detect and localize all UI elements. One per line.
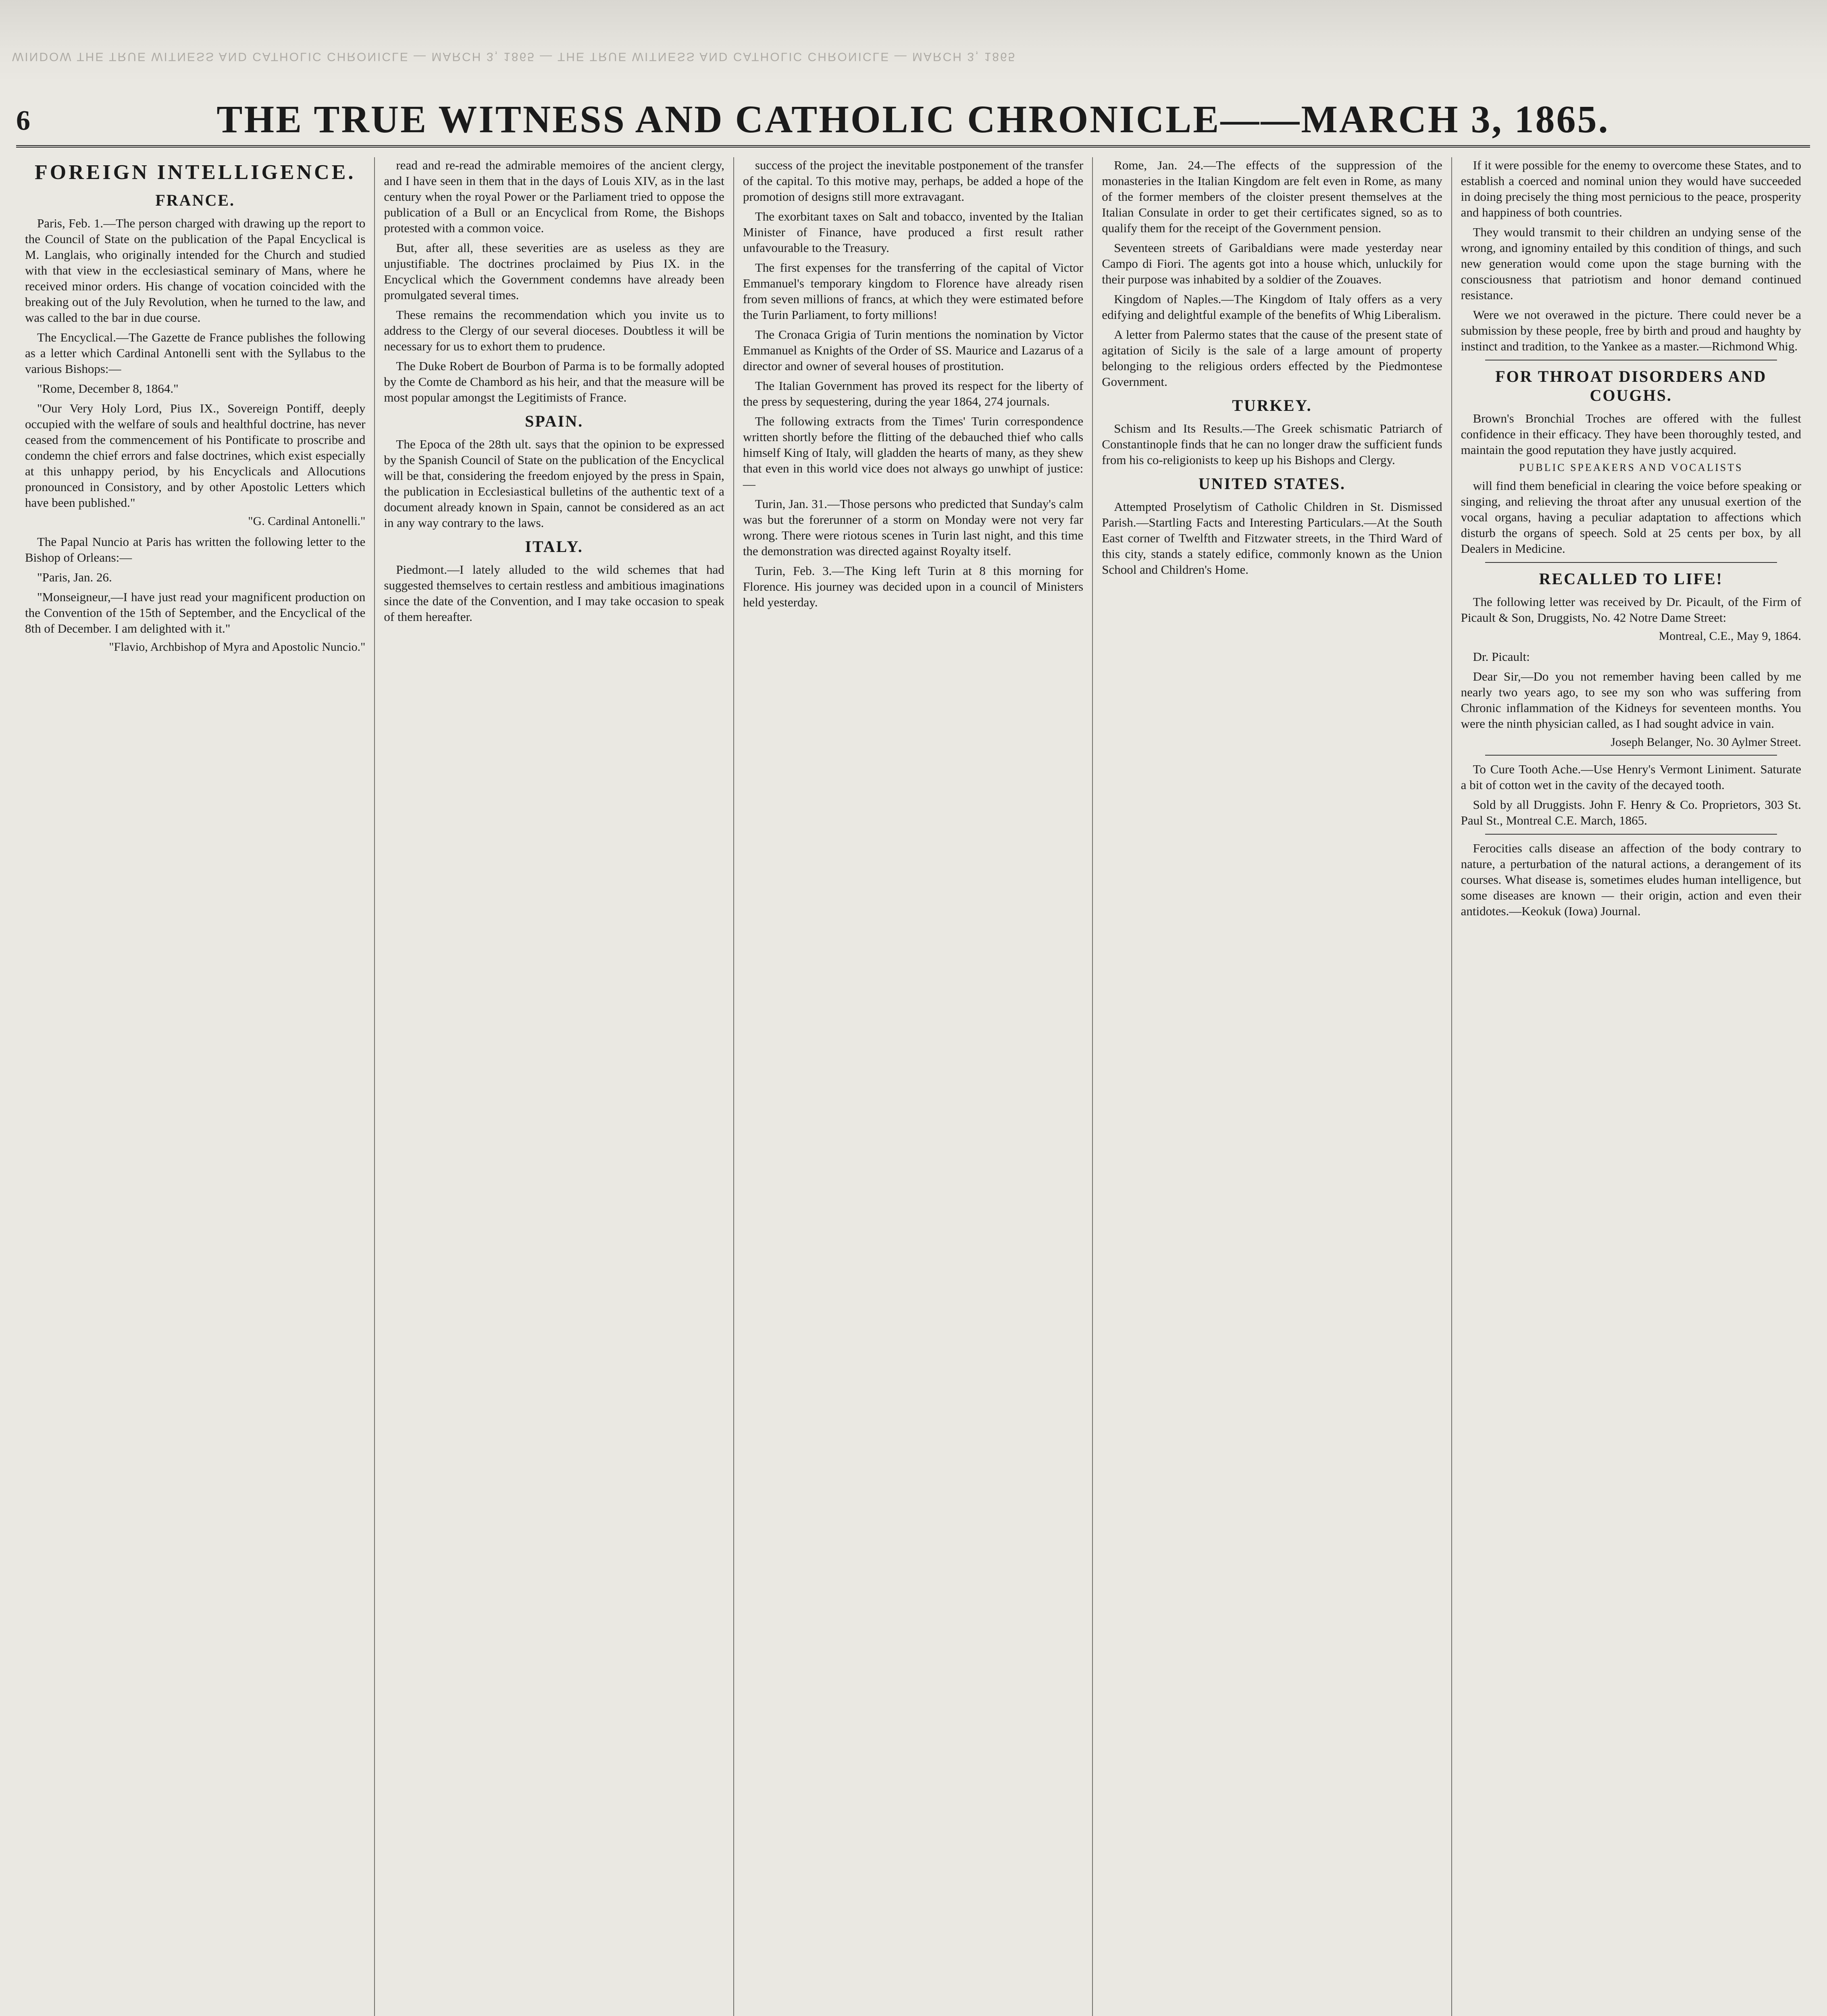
advert-subheading: PUBLIC SPEAKERS AND VOCALISTS <box>1519 462 1743 473</box>
paragraph: Dr. Picault: <box>1473 650 1530 664</box>
advert-heading-throat: FOR THROAT DISORDERS AND COUGHS. <box>1495 367 1767 404</box>
subheading-france: FRANCE. <box>155 191 235 209</box>
paragraph: The following extracts from the Times' Turin correspondence written shortly before the flitting of the debauched thief who calls himself King of Italy, will gladden the hearts of many, as they shew that even in this world vice does not always go unwhipt of justice:— <box>743 414 1084 491</box>
paragraph: Sold by all Druggists. John F. Henry & Co. Proprietors, 303 St. Paul St., Montreal C.E. March, 1865. <box>1461 798 1802 827</box>
paragraph: Attempted Proselytism of Catholic Children in St. Dismissed Parish.—Startling Facts and Interesting Particulars.—At the South East corner of Twelfth and Fitzwater streets, in the Third Ward of this city, stands a stately edifice, commonly known as the Union School and Children's Home. <box>1102 500 1442 577</box>
paragraph: Dear Sir,—Do you not remember having been called by me nearly two years ago, to see my son who was suffering from Chronic inflammation of the Kidneys for seventeen months. You were the ninth physician called, as I had sought advice in vain. <box>1461 669 1802 731</box>
paragraph: The Duke Robert de Bourbon of Parma is to be formally adopted by the Comte de Chambord as his heir, and that the measure will be most popular amongst the Legitimists of France. <box>384 359 724 404</box>
subheading-spain: SPAIN. <box>525 412 584 430</box>
mirrored-text: WINDOW THE TRUE WITNESS AND CATHOLIC CHRONICLE — MARCH 3, 1865 — THE TRUE WITNESS AND CATHOLIC CHRONICLE — MARCH 3, 1865 <box>12 50 1016 63</box>
reverse-bleed-through <box>0 0 1827 85</box>
paragraph: The Encyclical.—The Gazette de France publishes the following as a letter which Cardinal Antonelli sent with the Syllabus to the various Bishops:— <box>25 330 366 376</box>
paragraph: A letter from Palermo states that the cause of the present state of agitation of Sicily is the sale of a large amount of property belonging to the religious orders effected by the Piedmontese Government. <box>1102 327 1442 389</box>
paragraph: Kingdom of Naples.—The Kingdom of Italy offers as a very edifying and delightful example of the benefits of Whig Liberalism. <box>1102 292 1442 322</box>
newspaper-title: THE TRUE WITNESS AND CATHOLIC CHRONICLE——MARCH 3, 1865. <box>216 98 1610 141</box>
divider <box>1485 834 1777 835</box>
paragraph: read and re-read the admirable memoires of the ancient clergy, and I have seen in them that in the days of Louis XIV, as in the last century when the royal Power or the Parliament tried to oppose the publication of a Bull or an Encyclical from Rome, the Bishops protested with a common voice. <box>384 158 724 235</box>
paragraph: Turin, Feb. 3.—The King left Turin at 8 this morning for Florence. His journey was decided upon in a council of Ministers held yesterday. <box>743 564 1084 609</box>
paragraph: The first expenses for the transferring of the capital of Victor Emmanuel's temporary kingdom to Florence have already risen from seven millions of francs, at which they were estimated before the Turin Parliament, to forty millions! <box>743 260 1084 322</box>
subheading-united-states: UNITED STATES. <box>1198 475 1346 493</box>
paragraph: The Papal Nuncio at Paris has written the following letter to the Bishop of Orleans:— <box>25 535 366 564</box>
column-4 <box>1093 157 1452 2016</box>
masthead <box>16 89 1810 148</box>
column-5 <box>1452 157 1810 2016</box>
signature: "G. Cardinal Antonelli." <box>248 514 366 528</box>
paragraph: They would transmit to their children an undying sense of the wrong, and ignominy entailed by this condition of things, and such new generation would come upon the stage burning with the consciousness that patriotism and honor demand continued resistance. <box>1461 225 1802 302</box>
dateline: Montreal, C.E., May 9, 1864. <box>1658 629 1802 643</box>
paragraph: To Cure Tooth Ache.—Use Henry's Vermont Liniment. Saturate a bit of cotton wet in the cavity of the decayed tooth. <box>1461 762 1802 792</box>
paragraph: These remains the recommendation which you invite us to address to the Clergy of our several dioceses. Doubtless it will be necessary for us to exhort them to prudence. <box>384 308 724 353</box>
paragraph: Paris, Feb. 1.—The person charged with drawing up the report to the Council of State on the publication of the Papal Encyclical is M. Langlais, who originally intended for the Church and studied with that view in the ecclesiastical seminary of Mans, where he received minor orders. His change of vocation coincided with the breaking out of the July Revolution, when he turned to the law, and was called to the bar in due course. <box>25 216 366 325</box>
paragraph: "Paris, Jan. 26. <box>37 570 112 584</box>
paragraph: The Italian Government has proved its respect for the liberty of the press by sequestering, during the year 1864, 274 journals. <box>743 379 1084 408</box>
paragraph: The following letter was received by Dr. Picault, of the Firm of Picault & Son, Druggists, No. 42 Notre Dame Street: <box>1461 595 1802 625</box>
paragraph: "Rome, December 8, 1864." <box>37 381 179 396</box>
paragraph: "Monseigneur,—I have just read your magnificent production on the Convention of the 15th of September, and the Encyclical of the 8th of December. I am delighted with it." <box>25 590 366 635</box>
subheading-turkey: TURKEY. <box>1232 396 1312 414</box>
paragraph: Rome, Jan. 24.—The effects of the suppression of the monasteries in the Italian Kingdom are felt even in Rome, as many of the former members of the cloister present themselves at the Italian Consulate in order to get their certificates signed, so as to qualify them for the receipt of the Government pension. <box>1102 158 1442 235</box>
paragraph: The Cronaca Grigia of Turin mentions the nomination by Victor Emmanuel as Knights of the Order of SS. Maurice and Lazarus of a director and owner of several houses of prostitution. <box>743 327 1084 373</box>
signature: "Flavio, Archbishop of Myra and Apostolic Nuncio." <box>109 640 366 654</box>
divider <box>1485 755 1777 756</box>
column-1 <box>16 157 375 2016</box>
paragraph: The Epoca of the 28th ult. says that the opinion to be expressed by the Spanish Council of State on the publication of the Encyclical will be that, considering the freedom enjoyed by the press in Spain, the publication in Ecclesiastical bulletins of the authentic text of a document already known in Spain, cannot be considered as an act in any way contrary to the laws. <box>384 437 724 530</box>
paragraph: will find them beneficial in clearing the voice before speaking or singing, and relieving the throat after any unusual exertion of the vocal organs, having a peculiar adaptation to affections which disturb the organs of speech. Sold at 25 cents per box, by all Dealers in Medicine. <box>1461 479 1802 556</box>
paragraph: The exorbitant taxes on Salt and tobacco, invented by the Italian Minister of Finance, have produced a first result rather unfavourable to the Treasury. <box>743 209 1084 255</box>
column-3 <box>734 157 1093 2016</box>
paragraph: Seventeen streets of Garibaldians were made yesterday near Campo di Fiori. The agents got into a house which, unluckily for their purpose was inhabited by a soldier of the Zouaves. <box>1102 241 1442 286</box>
page-number: 6 <box>16 105 30 136</box>
paragraph: But, after all, these severities are as useless as they are unjustifiable. The doctrines proclaimed by Pius IX. in the Encyclical which the Government condemns have already been promulgated several times. <box>384 241 724 302</box>
paragraph: "Our Very Holy Lord, Pius IX., Sovereign Pontiff, deeply occupied with the welfare of souls and healthful doctrine, has never ceased from the commencement of his Pontificate to proscribe and condemn the chief errors and false doctrines, which exist especially at this unhappy period, by his Encyclicals and Allocutions pronounced in Consistory, and by other Apostolic Letters which have been published." <box>25 401 366 510</box>
divider <box>1485 562 1777 563</box>
paragraph: Ferocities calls disease an affection of the body contrary to nature, a perturbation of the natural actions, a derangement of its courses. What disease is, sometimes eludes human intelligence, but some diseases are known — their origin, action and even their antidotes.—Keokuk (Iowa) Journal. <box>1461 841 1802 918</box>
section-heading-foreign: FOREIGN INTELLIGENCE. <box>35 161 356 184</box>
paragraph: Schism and Its Results.—The Greek schismatic Patriarch of Constantinople finds that he can no longer draw the sufficient funds from his co-religionists to keep up his Bishops and Clergy. <box>1102 421 1442 467</box>
paragraph: Piedmont.—I lately alluded to the wild schemes that had suggested themselves to certain restless and ambitious imaginations since the date of the Convention, and I may take occasion to speak of them hereafter. <box>384 562 724 624</box>
text-columns <box>16 157 1810 2016</box>
paragraph: Were we not overawed in the picture. There could never be a submission by these people, free by birth and proud and haughty by instinct and tradition, to the Yankee as a master.—Richmond Whig. <box>1461 308 1802 353</box>
paragraph: Turin, Jan. 31.—Those persons who predicted that Sunday's calm was but the forerunner of a storm on Monday were not very far wrong. There were riotous scenes in Turin last night, and this time the demonstration was directed against Royalty itself. <box>743 497 1084 558</box>
paragraph: Brown's Bronchial Troches are offered with the fullest confidence in their efficacy. They have been thoroughly tested, and maintain the good reputation they have justly acquired. <box>1461 411 1802 457</box>
paragraph: If it were possible for the enemy to overcome these States, and to establish a coerced and nominal union they would have succeeded in doing precisely the thing most pernicious to the peace, prosperity and happiness of both countries. <box>1461 158 1802 219</box>
subheading-italy: ITALY. <box>525 537 583 556</box>
column-2 <box>375 157 734 2016</box>
paragraph: success of the project the inevitable postponement of the transfer of the capital. To this motive may, perhaps, be added a hope of the promotion of designs still more extravagant. <box>743 158 1084 204</box>
signature: Joseph Belanger, No. 30 Aylmer Street. <box>1611 735 1802 749</box>
advert-heading-recalled: RECALLED TO LIFE! <box>1539 570 1723 588</box>
